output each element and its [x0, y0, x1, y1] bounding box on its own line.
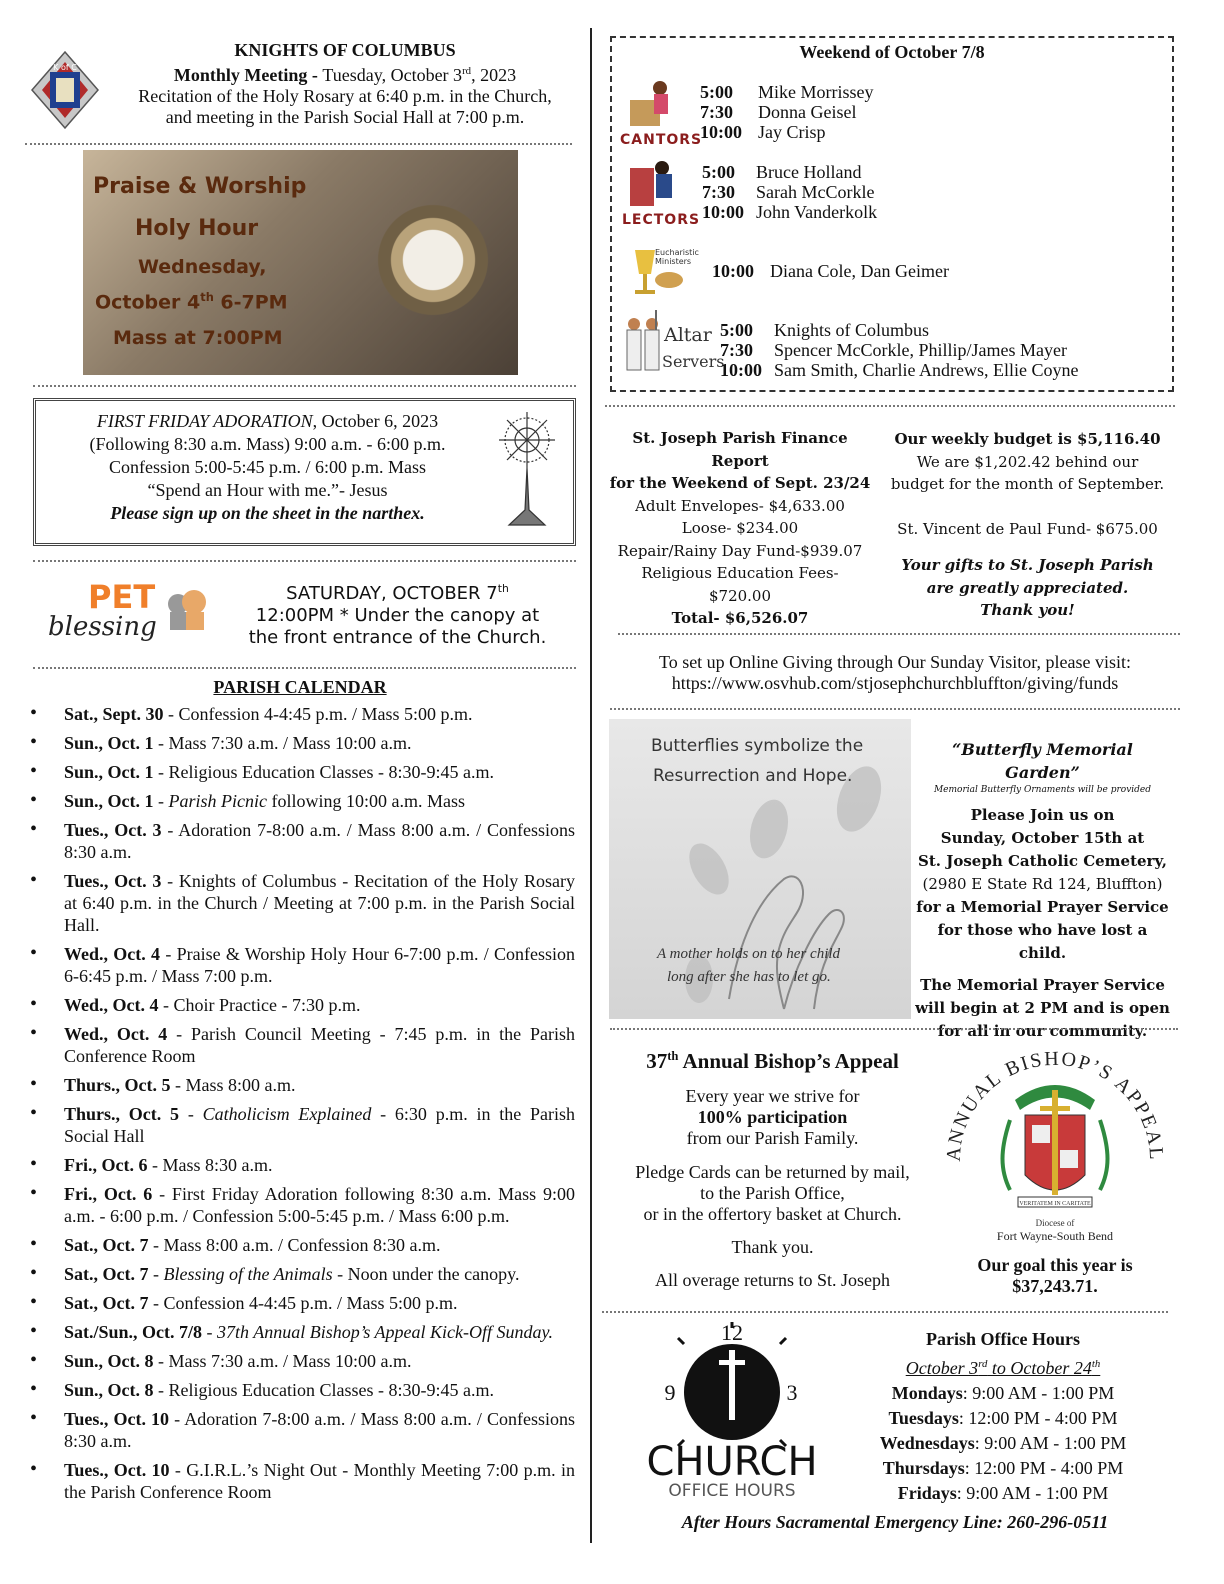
butterfly-caption2: Resurrection and Hope. [653, 766, 853, 786]
online-giving [610, 652, 1180, 694]
office-title: Parish Office Hours [926, 1329, 1080, 1349]
finance-loose: Loose- $234.00 [681, 519, 799, 537]
garden-l9: for all in our community. [937, 1022, 1148, 1040]
church-clock-icon [630, 1320, 835, 1500]
calendar-item: • Sat., Oct. 7 - Blessing of the Animals - Noon under the canopy. [30, 1263, 575, 1285]
appeal-thanks: Thank you. [731, 1237, 814, 1257]
schedule-row: 10:00 Sam Smith, Charlie Andrews, Ellie Coyne [720, 360, 1079, 380]
garden-l7: The Memorial Prayer Service [920, 976, 1165, 994]
calendar-item: • Sun., Oct. 1 - Parish Picnic following 10:00 a.m. Mass [30, 790, 575, 812]
gifts-line1: Your gifts to St. Joseph Parish [901, 556, 1154, 574]
divider [25, 143, 572, 145]
calendar-item: • Sat./Sun., Oct. 7/8 - 37th Annual Bishop’s Appeal Kick-Off Sunday. [30, 1321, 575, 1343]
office-date-range: October 3rd to October 24th [905, 1358, 1101, 1378]
office-hours-row: Tuesdays: 12:00 PM - 4:00 PM [888, 1408, 1118, 1428]
cantors-icon: CANTORS [620, 78, 690, 148]
finance-total: Total- $6,526.07 [671, 609, 809, 627]
divider [33, 667, 576, 669]
budget-behind2: budget for the month of September. [890, 475, 1165, 493]
parish-calendar-list [30, 703, 575, 1510]
pet-blessing-logo: PET blessing [48, 578, 213, 658]
kofc-title: KNIGHTS OF COLUMBUS [234, 40, 456, 60]
divider [33, 560, 576, 562]
finance-title2: for the Weekend of Sept. 23/24 [609, 474, 871, 492]
butterfly-image [609, 719, 911, 1019]
calendar-item: • Sat., Sept. 30 - Confession 4-4:45 p.m. / Mass 5:00 p.m. [30, 703, 575, 725]
calendar-item: • Fri., Oct. 6 - First Friday Adoration following 8:30 a.m. Mass 9:00 a.m. - 6:00 p.m. / Confession 5:00-5:45 p.m. / Mass 6:00 p.m. [30, 1183, 575, 1227]
office-hours-row: Mondays: 9:00 AM - 1:00 PM [891, 1383, 1115, 1403]
appeal-p2b: to the Parish Office, [700, 1183, 845, 1203]
finance-religious: Religious Education Fees- [641, 564, 839, 582]
butterfly-memorial-garden [915, 738, 1170, 1043]
cantors-schedule [700, 82, 874, 142]
parish-calendar-title: PARISH CALENDAR [213, 677, 387, 697]
lectors-icon: LECTORS [622, 160, 692, 230]
gifts-line2: are greatly appreciated. [926, 578, 1129, 597]
svg-text:9: 9 [664, 1380, 676, 1405]
praise-line3: Wednesday, [138, 256, 267, 278]
divider [618, 633, 1180, 635]
schedule-row: 7:30 Spencer McCorkle, Phillip/James Mayer [720, 340, 1067, 360]
schedule-row: 5:00 Mike Morrissey [700, 82, 874, 102]
garden-title: “Butterfly Memorial Garden” [952, 740, 1133, 782]
gifts-line3: Thank you! [980, 601, 1075, 619]
svg-text:K of C: K of C [53, 63, 77, 72]
garden-l4: (2980 E State Rd 124, Bluffton) [922, 875, 1163, 893]
calendar-item: • Tues., Oct. 3 - Knights of Columbus - Recitation of the Holy Rosary at 6:40 p.m. in the Church / Meeting at 7:00 p.m. in the Parish Social Hall. [30, 870, 575, 936]
svg-text:Fort Wayne-South Bend: Fort Wayne-South Bend [996, 1229, 1114, 1243]
kofc-line3: and meeting in the Parish Social Hall at 7:00 p.m. [165, 107, 525, 127]
budget-summary [880, 428, 1175, 622]
svg-text:Diocese of: Diocese of [1035, 1218, 1075, 1228]
schedule-row: 7:30 Sarah McCorkle [702, 182, 875, 202]
divider [33, 385, 576, 387]
calendar-item: • Wed., Oct. 4 - Praise & Worship Holy Hour 6-7:00 p.m. / Confession 6-6:45 p.m. / Mass 7:00 p.m. [30, 943, 575, 987]
office-hours-list [858, 1381, 1148, 1506]
altar-servers-icon: Altar Servers [622, 310, 717, 382]
divider [602, 1311, 1168, 1313]
garden-subtitle: Memorial Butterfly Ornaments will be provided [933, 785, 1152, 795]
finance-title1: St. Joseph Parish Finance Report [632, 429, 848, 470]
calendar-item: • Sun., Oct. 8 - Religious Education Classes - 8:30-9:45 a.m. [30, 1379, 575, 1401]
butterfly-quote2: long after she has to let go. [667, 969, 831, 985]
svg-text:12: 12 [721, 1320, 743, 1345]
pet-icon [160, 582, 210, 632]
butterfly-quote1: A mother holds on to her child [657, 946, 841, 962]
appeal-p2a: Pledge Cards can be returned by mail, [635, 1162, 910, 1182]
lectors-schedule [702, 162, 877, 222]
schedule-row: 5:00 Knights of Columbus [720, 320, 930, 340]
eucharistic-ministers-icon: Eucharistic Ministers [625, 240, 705, 302]
appeal-p1b: 100% participation [697, 1107, 848, 1127]
garden-l8: will begin at 2 PM and is open [915, 999, 1170, 1017]
praise-line4: October 4th 6-7PM [95, 290, 288, 314]
garden-l5: for a Memorial Prayer Service [916, 898, 1169, 916]
calendar-item: • Tues., Oct. 10 - Adoration 7-8:00 a.m. / Mass 8:00 a.m. / Confessions 8:30 a.m. [30, 1408, 575, 1452]
calendar-item: • Wed., Oct. 4 - Parish Council Meeting - 7:45 p.m. in the Parish Conference Room [30, 1023, 575, 1067]
finance-report [605, 427, 875, 630]
budget-weekly: Our weekly budget is $5,116.40 [894, 430, 1161, 448]
calendar-item: • Tues., Oct. 10 - G.I.R.L.’s Night Out - Monthly Meeting 7:00 p.m. in the Parish Conference Room [30, 1459, 575, 1503]
praise-line2: Holy Hour [135, 216, 259, 241]
appeal-title: 37th Annual Bishop’s Appeal [646, 1049, 899, 1073]
calendar-item: • Wed., Oct. 4 - Choir Practice - 7:30 p.m. [30, 994, 575, 1016]
appeal-goal1: Our goal this year is [977, 1255, 1133, 1275]
appeal-p2c: or in the offertory basket at Church. [643, 1204, 902, 1224]
ffa-line4: “Spend an Hour with me.”- Jesus [147, 480, 388, 500]
calendar-item: • Fri., Oct. 6 - Mass 8:30 a.m. [30, 1154, 575, 1176]
garden-l1: Please Join us on [970, 806, 1115, 824]
praise-worship-image [83, 150, 518, 375]
schedule-row: 5:00 Bruce Holland [702, 162, 862, 182]
praise-line5: Mass at 7:00PM [113, 327, 283, 349]
ffa-line5: Please sign up on the sheet in the narthex. [110, 503, 425, 523]
online-giving-link[interactable]: https://www.osvhub.com/stjosephchurchbluffton/giving/funds [671, 673, 1119, 693]
calendar-item: • Sat., Oct. 7 - Confession 4-4:45 p.m. / Mass 5:00 p.m. [30, 1292, 575, 1314]
monstrance-icon [363, 190, 503, 330]
svg-text:VERITATEM IN CARITATE: VERITATEM IN CARITATE [1019, 1201, 1091, 1207]
kofc-emblem-icon [30, 50, 100, 130]
kofc-meeting: Monthly Meeting - Tuesday, October 3rd, 2023 [173, 65, 517, 85]
first-friday-adoration [45, 410, 490, 525]
parish-office-hours [858, 1327, 1148, 1506]
ffa-line3: Confession 5:00-5:45 p.m. / 6:00 p.m. Mass [108, 457, 426, 477]
praise-line1: Praise & Worship [93, 174, 307, 199]
monstrance-icon [495, 410, 560, 530]
em-schedule [712, 261, 949, 281]
schedule-row: 10:00 John Vanderkolk [702, 202, 878, 222]
kofc-line2: Recitation of the Holy Rosary at 6:40 p.m. in the Church, [138, 86, 552, 106]
svg-text:3: 3 [786, 1380, 798, 1405]
divider [605, 405, 1175, 407]
appeal-p1c: from our Parish Family. [686, 1128, 859, 1148]
garden-l6: for those who have lost a child. [937, 921, 1148, 962]
pet-blessing-text [220, 578, 575, 649]
butterfly-caption1: Butterflies symbolize the [651, 736, 864, 756]
column-divider [590, 28, 592, 1543]
appeal-p1a: Every year we strive for [685, 1086, 860, 1106]
finance-adult: Adult Envelopes- $4,633.00 [635, 496, 845, 515]
appeal-goal2: $37,243.71. [1012, 1276, 1098, 1296]
ffa-title: FIRST FRIDAY ADORATION, October 6, 2023 [96, 411, 439, 431]
schedule-row: 10:00 Jay Crisp [700, 122, 826, 142]
calendar-item: • Sat., Oct. 7 - Mass 8:00 a.m. / Confession 8:30 a.m. [30, 1234, 575, 1256]
pet-line1: SATURDAY, OCTOBER 7th [286, 582, 509, 604]
schedule-row: 7:30 Donna Geisel [700, 102, 857, 122]
calendar-item: • Thurs., Oct. 5 - Catholicism Explained - 6:30 p.m. in the Parish Social Hall [30, 1103, 575, 1147]
svg-text:ANNUAL BISHOP’S APPEAL: ANNUAL BISHOP’S APPEAL [942, 1047, 1168, 1163]
appeal-overage: All overage returns to St. Joseph [655, 1270, 890, 1290]
bishops-appeal-logo [940, 1040, 1170, 1250]
office-hours-row: Wednesdays: 9:00 AM - 1:00 PM [879, 1433, 1127, 1453]
appeal-goal [935, 1255, 1175, 1297]
kofc-notice [110, 40, 580, 128]
calendar-item: • Sun., Oct. 1 - Religious Education Classes - 8:30-9:45 a.m. [30, 761, 575, 783]
office-hours-row: Fridays: 9:00 AM - 1:00 PM [897, 1483, 1109, 1503]
divider [610, 708, 1180, 710]
bishops-appeal [610, 1046, 935, 1291]
servers-schedule [720, 320, 1078, 380]
finance-religious-amount: $720.00 [708, 586, 772, 605]
garden-l2: Sunday, October 15th at [940, 829, 1145, 847]
pet-line3: the front entrance of the Church. [248, 627, 547, 648]
pet-line2: 12:00PM * Under the canopy at [255, 605, 540, 626]
ffa-line2: (Following 8:30 a.m. Mass) 9:00 a.m. - 6:00 p.m. [89, 434, 446, 454]
calendar-item: • Thurs., Oct. 5 - Mass 8:00 a.m. [30, 1074, 575, 1096]
budget-behind1: We are $1,202.42 behind our [916, 452, 1139, 471]
finance-repair: Repair/Rainy Day Fund-$939.07 [617, 541, 863, 560]
office-hours-row: Thursdays: 12:00 PM - 4:00 PM [882, 1458, 1124, 1478]
calendar-item: • Sun., Oct. 1 - Mass 7:30 a.m. / Mass 10:00 a.m. [30, 732, 575, 754]
svdp-fund: St. Vincent de Paul Fund- $675.00 [897, 519, 1158, 538]
divider [610, 1028, 1178, 1030]
emergency-line: After Hours Sacramental Emergency Line: 260-296-0511 [681, 1512, 1109, 1532]
schedule-row: 10:00 Diana Cole, Dan Geimer [712, 261, 949, 281]
calendar-item: • Tues., Oct. 3 - Adoration 7-8:00 a.m. / Mass 8:00 a.m. / Confessions 8:30 a.m. [30, 819, 575, 863]
svg-text:OFFICE HOURS: OFFICE HOURS [668, 1481, 796, 1500]
ministers-title: Weekend of October 7/8 [799, 42, 985, 62]
svg-text:CHURCH: CHURCH [646, 1439, 818, 1485]
garden-l3: St. Joseph Catholic Cemetery, [918, 852, 1167, 870]
calendar-item: • Sun., Oct. 8 - Mass 7:30 a.m. / Mass 10:00 a.m. [30, 1350, 575, 1372]
online-line1: To set up Online Giving through Our Sunday Visitor, please visit: [658, 652, 1132, 672]
